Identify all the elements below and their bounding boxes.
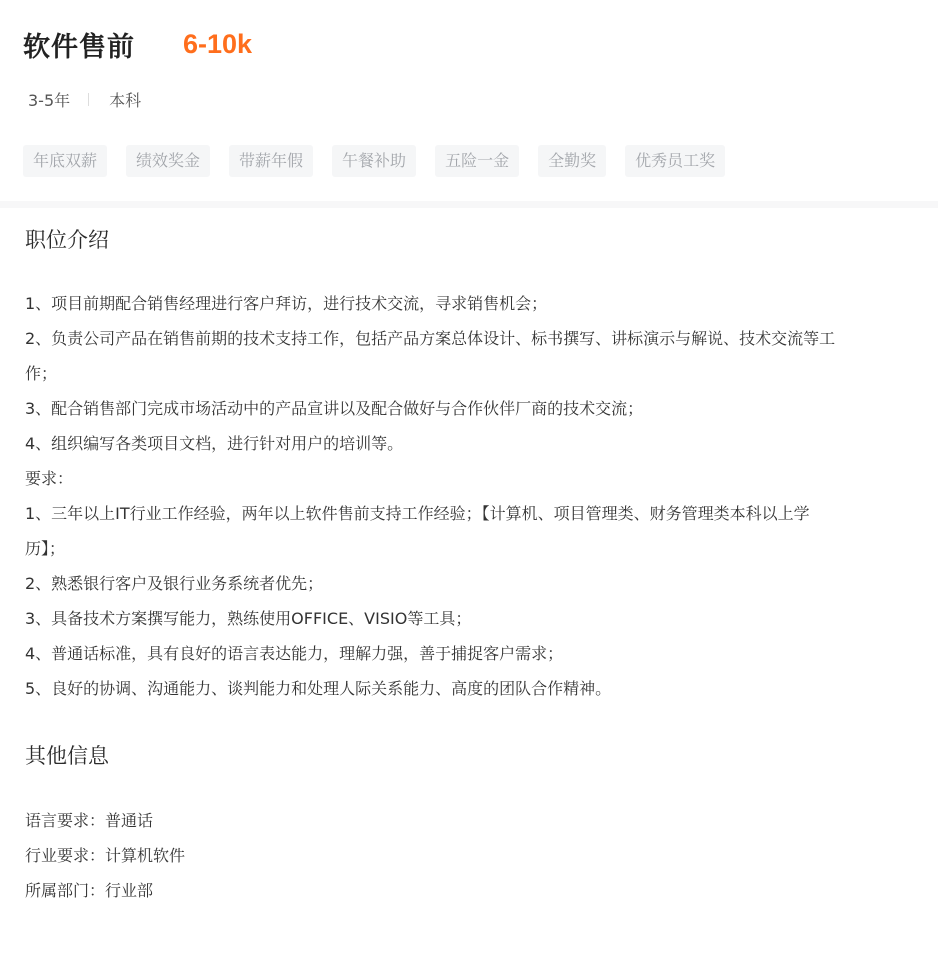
education-requirement: 本科 — [109, 90, 142, 110]
job-description-body — [25, 286, 915, 706]
job-description-heading: 职位介绍 — [25, 228, 109, 252]
meta-divider — [88, 93, 89, 106]
other-info-list — [25, 803, 185, 908]
benefit-tag: 绩效奖金 — [126, 145, 210, 177]
other-info-heading: 其他信息 — [25, 744, 109, 768]
description-line: 2、负责公司产品在销售前期的技术支持工作，包括产品方案总体设计、标书撰写、讲标演示与解说、技术交流等工 — [25, 329, 836, 348]
description-line: 1、项目前期配合销售经理进行客户拜访，进行技术交流，寻求销售机会； — [25, 294, 548, 313]
benefit-tag: 全勤奖 — [538, 145, 606, 177]
job-header — [0, 0, 938, 201]
benefit-tag: 五险一金 — [435, 145, 519, 177]
description-line: 5、良好的协调、沟通能力、谈判能力和处理人际关系能力、高度的团队合作精神。 — [25, 679, 612, 698]
benefit-tag: 带薪年假 — [229, 145, 313, 177]
description-line: 3、具备技术方案撰写能力，熟练使用OFFICE、VISIO等工具； — [25, 609, 472, 628]
description-line: 历】； — [25, 539, 66, 558]
title-row — [23, 22, 252, 66]
description-line: 3、配合销售部门完成市场活动中的产品宣讲以及配合做好与合作伙伴厂商的技术交流； — [25, 399, 644, 418]
job-requirements-row — [28, 88, 141, 110]
description-line: 4、组织编写各类项目文档，进行针对用户的培训等。 — [25, 434, 404, 453]
industry-requirement: 行业要求：计算机软件 — [25, 846, 186, 865]
department-info: 所属部门：行业部 — [25, 881, 154, 900]
benefit-tag: 优秀员工奖 — [625, 145, 725, 177]
description-line: 作； — [25, 364, 58, 383]
experience-requirement: 3-5年 — [28, 90, 71, 110]
description-line: 要求： — [25, 469, 74, 488]
description-line: 2、熟悉银行客户及银行业务系统者优先； — [25, 574, 324, 593]
benefit-tag: 午餐补助 — [332, 145, 416, 177]
language-requirement: 语言要求：普通话 — [25, 811, 154, 830]
salary-range: 6-10k — [183, 28, 253, 59]
benefit-tag: 年底双薪 — [23, 145, 107, 177]
description-line: 4、普通话标准，具有良好的语言表达能力，理解力强，善于捕捉客户需求； — [25, 644, 564, 663]
job-title: 软件售前 — [23, 31, 135, 63]
section-separator — [0, 201, 938, 208]
description-line: 1、三年以上IT行业工作经验，两年以上软件售前支持工作经验；【计算机、项目管理类、财务管理类本科以上学 — [25, 504, 810, 523]
benefit-tags — [23, 145, 725, 177]
